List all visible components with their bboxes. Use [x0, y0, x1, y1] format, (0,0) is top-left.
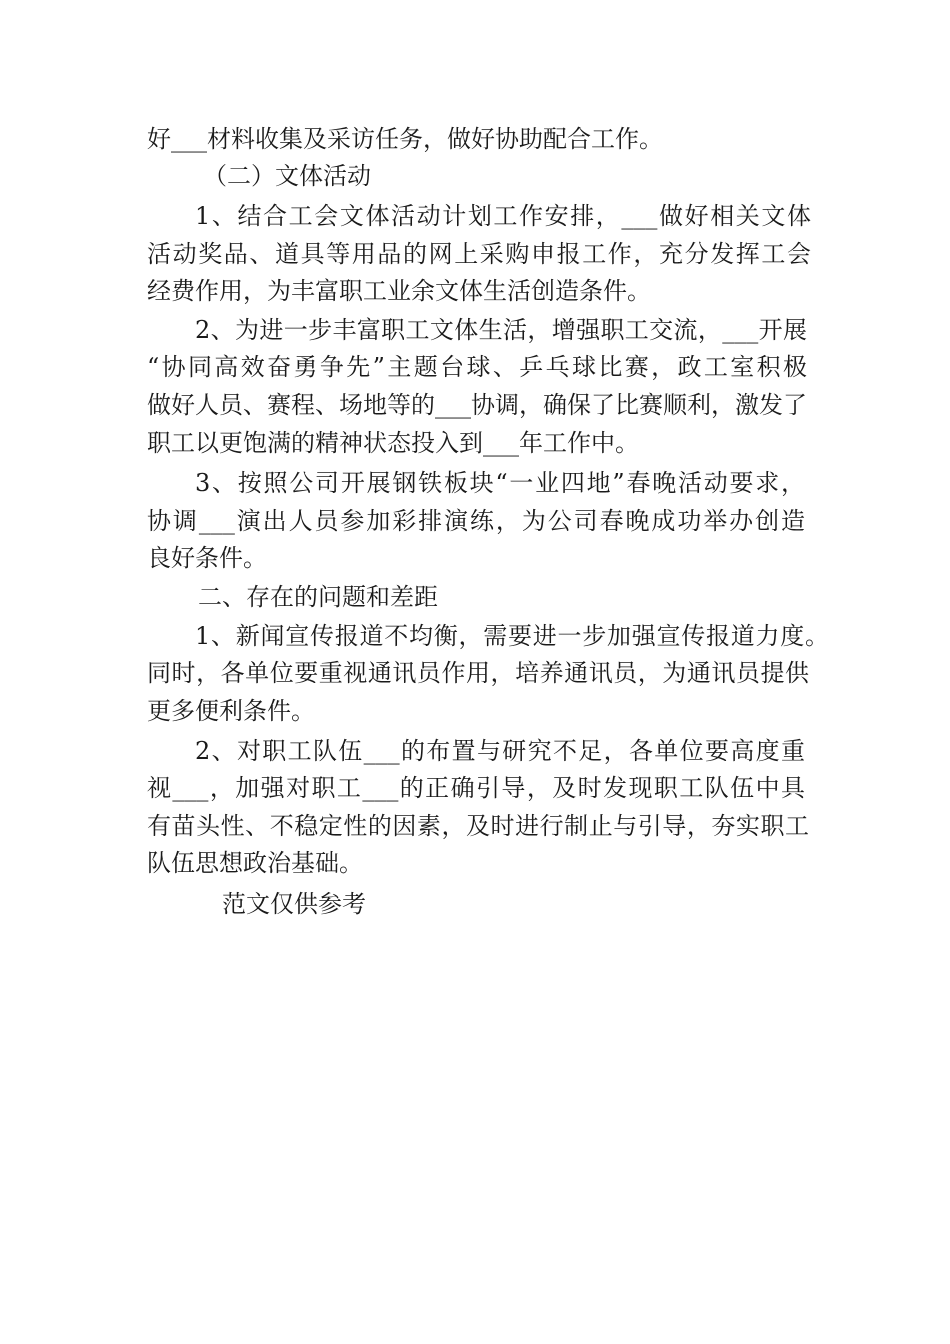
section-heading: （二）文体活动: [203, 162, 371, 190]
body-text-line: 有苗头性、不稳定性的因素，及时进行制止与引导，夯实职工: [147, 812, 809, 840]
body-text-line: 队伍思想政治基础。: [147, 849, 363, 877]
body-text-line: 经费作用，为丰富职工业余文体生活创造条件。: [147, 277, 651, 305]
body-text-line: 视___，加强对职工___的正确引导，及时发现职工队伍中具: [147, 774, 805, 802]
body-text-line: 3、按照公司开展钢铁板块“一业四地”春晚活动要求，: [195, 469, 805, 497]
footer-note: 范文仅供参考: [222, 890, 366, 918]
body-text-line: 良好条件。: [147, 544, 267, 572]
section-heading: 二、存在的问题和差距: [198, 583, 438, 611]
body-text-line: 活动奖品、道具等用品的网上采购申报工作，充分发挥工会: [147, 240, 811, 268]
body-text-line: 同时，各单位要重视通讯员作用，培养通讯员，为通讯员提供: [147, 659, 809, 687]
body-text-line: 2、对职工队伍___的布置与研究不足，各单位要高度重: [195, 737, 805, 765]
body-text-line: 协调___演出人员参加彩排演练，为公司春晚成功举办创造: [147, 507, 805, 535]
body-text-line: “协同高效奋勇争先”主题台球、乒乓球比赛，政工室积极: [147, 353, 807, 381]
body-text-line: 1、新闻宣传报道不均衡，需要进一步加强宣传报道力度。: [195, 622, 829, 650]
body-text-line: 职工以更饱满的精神状态投入到___年工作中。: [147, 429, 639, 457]
body-text-line: 好___材料收集及采访任务，做好协助配合工作。: [147, 125, 663, 153]
body-text-line: 更多便利条件。: [147, 697, 315, 725]
body-text-line: 1、结合工会文体活动计划工作安排，___做好相关文体: [195, 202, 811, 230]
body-text-line: 2、为进一步丰富职工文体生活，增强职工交流，___开展: [195, 316, 807, 344]
body-text-line: 做好人员、赛程、场地等的___协调，确保了比赛顺利，激发了: [147, 391, 807, 419]
